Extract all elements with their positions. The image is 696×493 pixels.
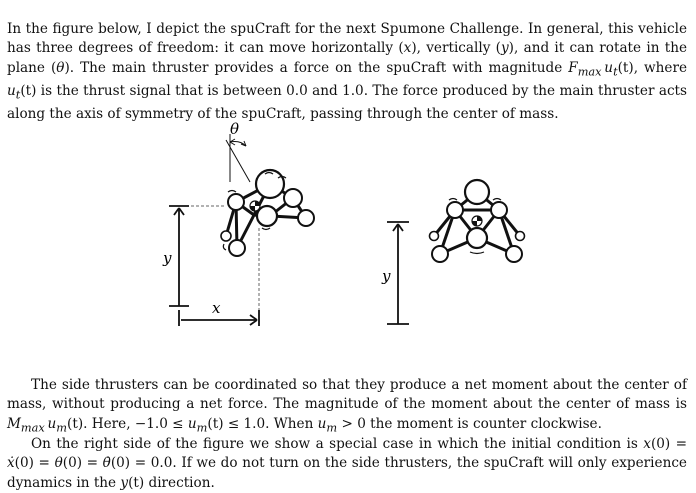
right-diagram: [381, 180, 525, 324]
theta-label: θ: [230, 120, 240, 138]
x-label: x: [212, 299, 221, 317]
y-label-left: y: [163, 249, 172, 267]
left-center-of-mass: [250, 201, 260, 211]
side-thrusters-paragraph: The side thrusters can be coordinated so that they produce a net moment about the center of mass, without producing a net force. The magnitude of the moment about the center of mass is $M_{max}$ $u_m(t)$. Here, $-1.0 \le u_m(t) \le 1.0$. When $u_m > 0$ the moment is counter clockwise.: [7, 376, 687, 435]
intro-paragraph: In the figure below, I depict the spuCraft for the next Spumone Challenge. In general, this vehicle has three degrees of freedom: it can move horizontally (x), vertically (y), and it can rotate in the plane (θ). The main thruster provides a force on the spuCraft with magnitude $F_{max}$ $u_t(t)$, where $u_t(t)$ is the thrust signal that is between 0.0 and 1.0. The force produced by the main thruster acts along the axis of symmetry of the spuCraft, passing through the center of mass.: [7, 20, 688, 123]
left-y-dimension: [169, 206, 226, 306]
left-craft: [221, 170, 314, 256]
theta-indicator: [226, 134, 250, 182]
left-diagram: [162, 120, 314, 326]
right-center-of-mass: [472, 216, 482, 226]
y-label-right: y: [382, 267, 391, 285]
spucraft-figure: [150, 112, 540, 332]
special-case-paragraph: On the right side of the figure we show a special case in which the initial condition is x(0) = ẋ(0) = θ(0) = θ̇(0) = 0.0. If we do not turn on the side thrusters, the spuCraft will only experience dynamics in the y(t) direction.: [7, 435, 688, 491]
